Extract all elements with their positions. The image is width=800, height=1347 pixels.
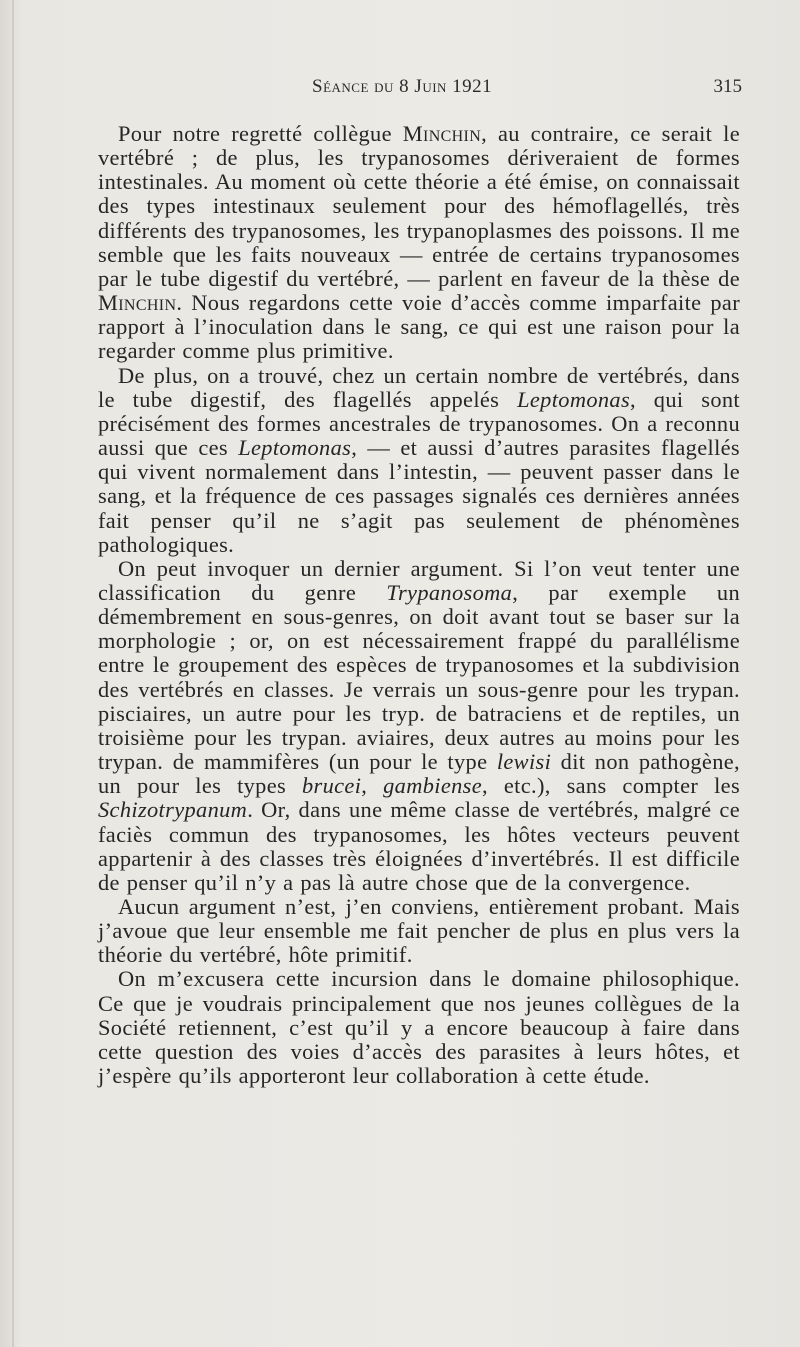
italic-term: gambiense [383,773,483,799]
text-run: . Nous regardons cette voie d’accès comme imparfaite par rapport à l’inoculation dans le sang, ce qui est une raison pour la regarder comme plus primitive. [98,290,740,364]
author-name: Minchin [98,290,177,316]
paragraph [98,967,740,1088]
paragraph [98,364,740,557]
italic-term: Trypanosoma [386,579,513,605]
running-header [0,76,800,106]
text-run: , — et aussi d’autres parasites flagellés qui vivent normalement dans l’intestin, — peuvent passer dans le sang, et la fréquence de ces passages signalés ces dernières années fait penser qu’il ne s’agit pas seulement de phénomènes pathologiques. [98,435,740,557]
italic-term: Leptomonas [238,435,352,461]
paragraph [98,122,740,364]
text-run: dit non pathogène, un pour les types [98,749,740,799]
text-run: , au contraire, ce serait le vertébré ; de plus, les trypanosomes dériveraient de formes intestinales. Au moment où cette théorie a été émise, on connaissait des types intestinaux seulement pour des hémoflagellés, très différents des trypanosomes, les trypanoplasmes des poissons. Il me semble que les faits nouveaux — entrée de certains trypanosomes par le tube digestif du vertébré, — parlent en faveur de la thèse de [98,121,740,291]
text-run: , etc.), sans compter les [482,773,741,799]
running-title: Séance du 8 Juin 1921 [312,76,493,97]
text-run: , qui sont précisément des formes ancestrales de trypanosomes. On a reconnu aussi que ces [98,386,740,461]
text-run: On peut invoquer un dernier argument. Si l’on veut tenter une classification du genre [98,555,740,605]
italic-term: lewisi [496,749,552,775]
text-run: On m’excusera cette incursion dans le domaine philosophique. Ce que je voudrais principalement que nos jeunes collègues de la Société retiennent, c’est qu’il y a encore beaucoup à faire dans cette question des voies d’accès des parasites à leurs hôtes, et j’espère qu’ils apporteront leur collaboration à cette étude. [98,966,740,1089]
italic-term: Leptomonas [517,386,631,412]
paragraph [98,557,740,895]
body-text [98,122,740,1088]
italic-term: brucei [301,773,362,799]
author-name: Minchin [402,121,482,146]
text-run: De plus, on a trouvé, chez un certain nombre de vertébrés, dans le tube digestif, des flagellés appelés [98,362,740,412]
text-run: Aucun argument n’est, j’en conviens, entièrement probant. Mais j’avoue que leur ensemble me fait pencher de plus en plus vers la théorie du vertébré, hôte primitif. [98,894,740,968]
paragraph [98,895,740,967]
page-number: 315 [713,76,742,97]
text-run: . Or, dans une même classe de vertébrés, malgré ce faciès commun des trypanosomes, les hôtes vecteurs peuvent appartenir à des classes très éloignées d’invertébrés. Il est difficile de penser qu’il n’y a pas là autre chose que de la convergence. [98,797,740,895]
italic-term: Schizotrypanum [98,797,248,823]
text-run: , par exemple un démembrement en sous-genres, on doit avant tout se baser sur la morphologie ; or, on est nécessairement frappé du parallélisme entre le groupement des espèces de trypanosomes et la subdivision des vertébrés en classes. Je verrais un sous-genre pour les trypan. pisciaires, un autre pour les tryp. de batraciens et de reptiles, un troisième pour les trypan. aviaires, deux autres au moins pour les trypan. de mammifères (un pour le type [98,579,740,775]
text-run: Pour notre regretté collègue [118,121,403,146]
page-gutter [12,0,14,1347]
text-run: , [361,773,384,799]
